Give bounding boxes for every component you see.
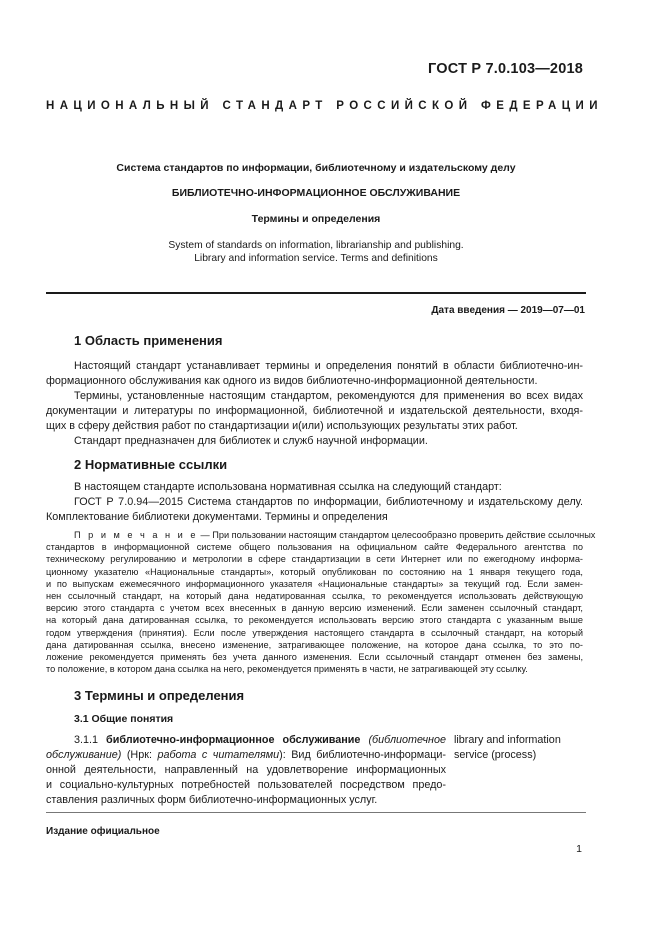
title-divider bbox=[46, 292, 586, 294]
document-code: ГОСТ Р 7.0.103—2018 bbox=[428, 61, 583, 77]
series-title: Система стандартов по информации, библиотечному и издательскому делу bbox=[116, 162, 516, 174]
note-line: нен ссылочный стандарт, на который дана недатированная ссылка, то рекомендуется использовать действующую bbox=[46, 591, 583, 602]
subtitle: Термины и определения bbox=[251, 213, 381, 225]
text-line: Настоящий стандарт устанавливает термины и определения понятий в области библиотечно-ин- bbox=[74, 360, 583, 372]
english-title-line-2: Library and information service. Terms and definitions bbox=[194, 253, 438, 264]
section-2-body bbox=[46, 480, 583, 525]
intro-date: Дата введения — 2019—07—01 bbox=[431, 305, 585, 316]
national-standard-banner: НАЦИОНАЛЬНЫЙ СТАНДАРТ РОССИЙСКОЙ ФЕДЕРАЦИИ bbox=[46, 100, 603, 112]
term-line bbox=[46, 748, 446, 763]
term-nrk-close: ): bbox=[279, 749, 286, 762]
term-nrk-open: (Нрк: bbox=[121, 749, 158, 762]
section-2-heading: 2 Нормативные ссылки bbox=[74, 457, 228, 472]
term-synonym: (библиотечное bbox=[368, 734, 446, 746]
footer-divider bbox=[46, 812, 586, 813]
text-line: формационного обслуживания как одного из видов библиотечно-информационной деятельности. bbox=[46, 375, 538, 388]
term-line: онной деятельности, направленный на удовлетворение информационных bbox=[46, 764, 446, 777]
note-line: годом утверждения (принятия). Если после утверждения настоящего стандарта в ссылочный стандарт, на который bbox=[46, 627, 583, 638]
text-line: документации и литературы по информационной, библиотечной и издательской деятельности, входя- bbox=[46, 405, 583, 418]
note-line: ложение рекомендуется применять без учета данного изменения. Если ссылочный стандарт отменен без замены, bbox=[46, 652, 583, 663]
english-title-line-1: System of standards on information, librarianship and publishing. bbox=[168, 240, 464, 251]
note-line: то положение, в котором дана ссылка на него, рекомендуется применять в части, не затрагивающей эту ссылку. bbox=[46, 664, 528, 675]
term-definition-start: Вид библиотечно-информаци- bbox=[285, 749, 447, 762]
term-3-1-1 bbox=[46, 733, 446, 808]
section-1-heading: 1 Область применения bbox=[74, 333, 223, 348]
note-line: версию этого стандарта с учетом всех внесенных в данную версию изменений. Если заменен ссылочный стандарт, bbox=[46, 603, 583, 614]
text-line: ГОСТ Р 7.0.94—2015 Система стандартов по информации, библиотечному и издательскому делу. bbox=[74, 496, 583, 509]
text-line: Комплектование библиотеки документами. Термины и определения bbox=[46, 511, 388, 524]
text-line: Стандарт предназначен для библиотек и служб научной информации. bbox=[74, 435, 428, 448]
text-line: щих в сферу действия работ по стандартизации и(или) использующих результаты этих работ. bbox=[46, 420, 518, 433]
term-line bbox=[46, 733, 446, 748]
note-line: техническому регулированию и метрологии в сфере стандартизации в сети Интернет или по ежегодному информа- bbox=[46, 554, 583, 565]
official-edition-label: Издание официальное bbox=[46, 826, 160, 837]
term-line: ставления различных форм библиотечно-информационных услуг. bbox=[46, 794, 378, 807]
english-term-line: service (process) bbox=[454, 749, 537, 762]
section-3-1-heading: 3.1 Общие понятия bbox=[74, 713, 174, 725]
note-line: дана датированная ссылка, внесено изменение, затрагивающее положение, на которое дана ссылка, то это по- bbox=[46, 639, 583, 650]
term-name: библиотечно-информационное обслуживание bbox=[106, 734, 361, 746]
english-term-line: library and information bbox=[454, 734, 561, 746]
note-line: стандартов в информационной системе общего пользования на официальном сайте Федерального агентства по bbox=[46, 542, 583, 553]
note-text: — При пользовании настоящим стандартом целесообразно проверить действие ссылочных bbox=[197, 530, 596, 540]
note-line: и по выпускам ежемесячного информационного указателя «Национальные стандарты» за текущий год. Если замен- bbox=[46, 578, 583, 589]
note-label: П р и м е ч а н и е bbox=[74, 530, 198, 540]
term-line: и социально-культурных потребностей пользователей посредством предо- bbox=[46, 779, 446, 792]
note-block bbox=[46, 529, 596, 675]
text-line: Термины, установленные настоящим стандартом, рекомендуются для применения во всех видах bbox=[74, 390, 583, 403]
main-title: БИБЛИОТЕЧНО-ИНФОРМАЦИОННОЕ ОБСЛУЖИВАНИЕ bbox=[171, 187, 461, 199]
note-line: на который дана датированная ссылка, то рекомендуется использовать версию этого стандарта с указанным выше bbox=[46, 615, 583, 626]
english-term bbox=[454, 733, 584, 763]
term-nrk: работа с читателями bbox=[157, 749, 280, 762]
note-line bbox=[46, 529, 596, 541]
term-synonym-cont: обслуживание) bbox=[46, 749, 122, 762]
section-3-heading: 3 Термины и определения bbox=[74, 688, 245, 703]
section-1-body bbox=[46, 359, 583, 450]
note-line: ционному указателю «Национальные стандарты», который опубликован по состоянию на 1 января текущего года, bbox=[46, 566, 583, 577]
term-number: 3.1.1 bbox=[74, 734, 99, 746]
page-number: 1 bbox=[576, 843, 582, 855]
text-line: В настоящем стандарте использована нормативная ссылка на следующий стандарт: bbox=[74, 481, 502, 493]
